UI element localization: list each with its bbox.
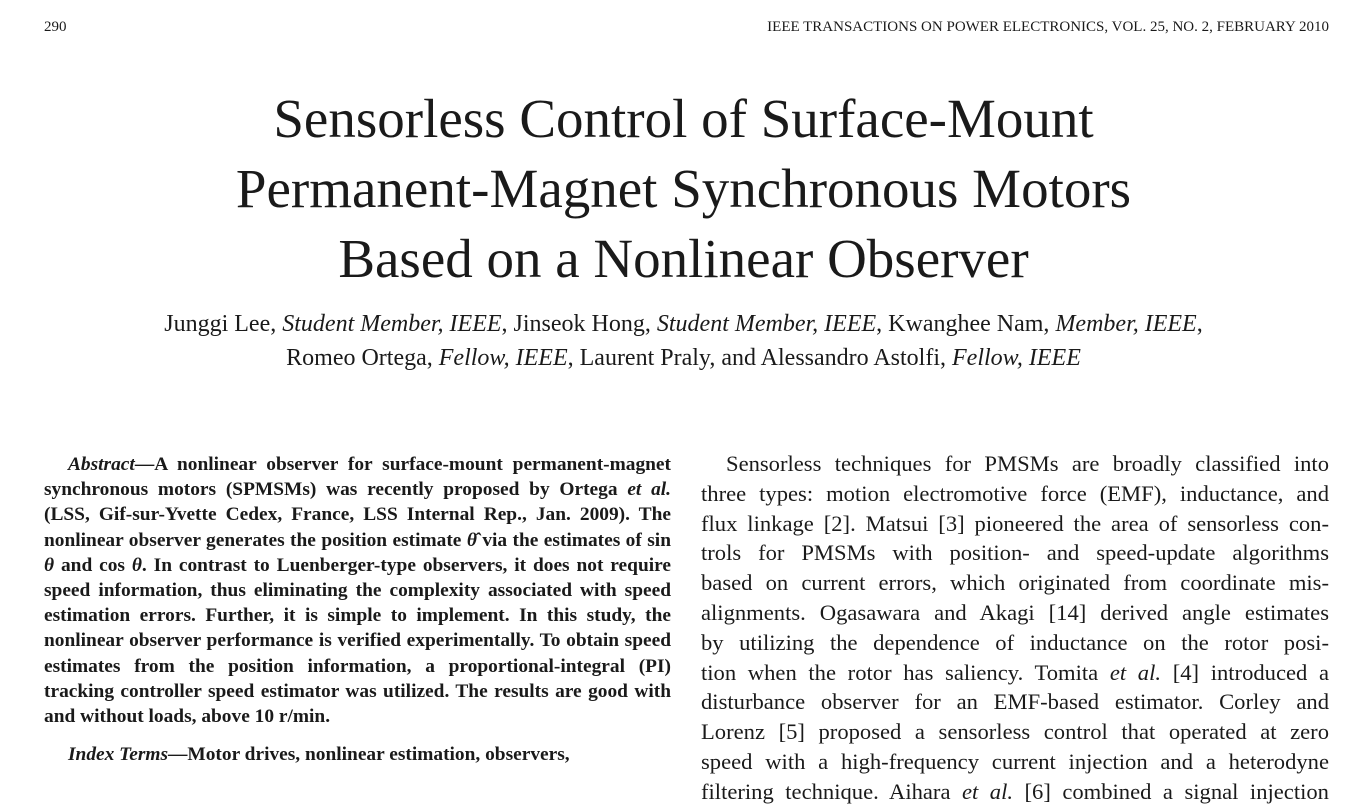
left-column: [44, 452, 671, 767]
abstract-dash: —: [134, 454, 155, 475]
text-line: based on current errors, which originated from coordinate mis-: [701, 570, 1329, 596]
author-line: [0, 341, 1367, 375]
math-theta: θ: [131, 554, 142, 576]
text-line: [701, 777, 1329, 807]
text-run: [6] combined a signal injection: [1013, 778, 1329, 804]
abstract-etal: et al.: [627, 479, 671, 501]
running-header: IEEE TRANSACTIONS ON POWER ELECTRONICS, VOL. 25, NO. 2, FEBRUARY 2010: [767, 19, 1329, 35]
abstract-label: Abstract: [68, 454, 135, 475]
intro-paragraph: [701, 449, 1329, 807]
right-column: [701, 449, 1329, 807]
text-run: [4] introduced a: [1161, 659, 1330, 685]
abstract-text: and cos: [54, 554, 132, 576]
author-membership: Student Member, IEEE: [650, 311, 877, 337]
text-line: Sensorless techniques for PMSMs are broadly classified into: [726, 451, 1329, 476]
text-line: disturbance observer for an EMF-based estimator. Corley and: [701, 689, 1329, 715]
abstract-text: via the estimates of sin: [476, 529, 671, 551]
math-theta-hat: θ̂: [466, 529, 477, 551]
author-separator: ,: [1196, 311, 1203, 337]
author-name: Junggi Lee,: [164, 311, 277, 337]
index-terms-label: Index Terms: [68, 744, 169, 766]
index-terms: [44, 742, 671, 767]
text-line: by utilizing the dependence of inductance on the rotor posi-: [701, 629, 1329, 655]
text-etal: et al.: [961, 778, 1013, 804]
text-run: filtering technique. Aihara: [701, 778, 962, 804]
text-line: three types: motion electromotive force (EMF), inductance, and: [701, 480, 1329, 506]
author-membership: Member, IEEE: [1049, 311, 1197, 337]
author-membership: Student Member, IEEE: [276, 311, 502, 337]
author-membership: Fellow, IEEE: [946, 345, 1081, 371]
text-line: speed with a high-frequency current injection and a heterodyne: [701, 748, 1329, 774]
math-theta: θ: [44, 554, 55, 576]
title-line: Based on a Nonlinear Observer: [338, 228, 1029, 289]
title-line: Permanent-Magnet Synchronous Motors: [235, 158, 1132, 219]
text-line: trols for PMSMs with position- and speed-update algorithms: [701, 540, 1329, 566]
author-membership: Fellow, IEEE: [432, 345, 568, 371]
page-number: 290: [44, 19, 67, 35]
author-name: , Jinseok Hong,: [501, 311, 651, 337]
author-name: , Laurent Praly, and Alessandro Astolfi,: [567, 345, 946, 371]
text-line: [701, 658, 1329, 688]
author-list: [0, 307, 1367, 375]
paper-title: [0, 84, 1367, 294]
title-line: Sensorless Control of Surface-Mount: [273, 88, 1094, 149]
abstract-text: A nonlinear observer for surface-mount permanent-magnet synchronous motors (SPMSMs) was recently proposed by Ortega: [44, 454, 671, 501]
author-name: , Kwanghee Nam,: [876, 311, 1050, 337]
author-name: Romeo Ortega,: [286, 345, 433, 371]
abstract-text: . In contrast to Luenberger-type observers, it does not require speed information, thus eliminating the complexity associated with speed estimation errors. Further, it is simple to implement. In this study, the nonlinear observer performance is verified experimentally. To obtain speed estimates from the position information, a proportional-integral (PI) tracking controller speed estimator was utilized. The results are good with and without loads, above 10 r/min.: [44, 554, 671, 728]
abstract: [44, 452, 671, 729]
text-line: flux linkage [2]. Matsui [3] pioneered the area of sensorless con-: [701, 510, 1329, 536]
text-etal: et al.: [1109, 659, 1162, 685]
text-run: tion when the rotor has saliency. Tomita: [701, 659, 1110, 685]
text-line: alignments. Ogasawara and Akagi [14] derived angle estimates: [701, 599, 1329, 625]
author-line: [0, 307, 1367, 341]
index-terms-text: Motor drives, nonlinear estimation, observers,: [187, 744, 570, 766]
text-line: Lorenz [5] proposed a sensorless control that operated at zero: [701, 719, 1329, 745]
index-terms-dash: —: [168, 744, 188, 766]
abstract-text: (LSS, Gif-sur-Yvette Cedex, France, LSS Internal Rep., Jan. 2009). The nonlinear observer generates the position estimate: [44, 504, 671, 551]
